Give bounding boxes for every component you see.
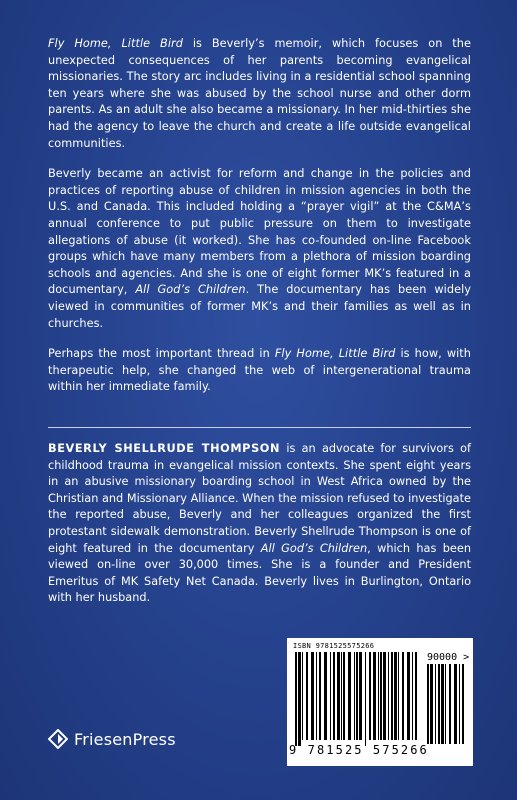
author-name: BEVERLY SHELLRUDE THOMPSON bbox=[48, 442, 281, 455]
barcode-bar bbox=[330, 652, 331, 740]
barcode-bar bbox=[354, 652, 355, 740]
isbn-barcode bbox=[287, 638, 473, 766]
barcode-bar bbox=[435, 664, 436, 744]
isbn-label: ISBN 9781525575266 bbox=[293, 642, 375, 650]
description-paragraph-3: Perhaps the most important thread in Fly Home, Little Bird is how, with therapeutic help, she changed the web of intergenerational trauma within her immediate family. bbox=[48, 347, 471, 394]
barcode-bar bbox=[319, 652, 321, 740]
section-divider bbox=[48, 427, 471, 428]
barcode-bar bbox=[459, 664, 460, 744]
barcode-bar bbox=[316, 652, 317, 740]
barcode-bar bbox=[324, 652, 327, 740]
barcode-bar bbox=[369, 652, 371, 740]
barcode-bar bbox=[449, 664, 451, 744]
barcode-bar bbox=[412, 652, 413, 740]
friesenpress-logo-icon bbox=[48, 729, 68, 749]
description-paragraph-2: Beverly became an activist for reform and change in the policies and practices of reporting abuse of children in mission agencies in both the U.S. and Canada. This included holding a “prayer vigil” at the C&MA’s annual conference to put public pressure on them to investigate allegations of abuse (it worked). She has co-founded on-line Facebook groups which have many members from a plethora of mission boarding schools and agencies. And she is one of eight former MK’s featured in a documentary, All God’s Children. The documentary has been widely viewed in communities of former MK’s and their families as well as in churches. bbox=[48, 167, 471, 330]
barcode-bar bbox=[365, 652, 366, 746]
barcode-bar bbox=[398, 652, 399, 740]
barcode-bar bbox=[348, 652, 351, 740]
barcode-bar bbox=[359, 652, 362, 740]
publisher-name: FriesenPress bbox=[74, 729, 176, 749]
barcode-bar bbox=[341, 652, 342, 740]
barcode-bar bbox=[394, 652, 397, 740]
price-code: 90000 > bbox=[427, 652, 470, 663]
barcode-bar bbox=[454, 664, 457, 744]
barcode-bar bbox=[427, 664, 429, 744]
barcode-bar bbox=[333, 652, 335, 740]
description-paragraph-1: Fly Home, Little Bird is Beverly’s memoir, which focuses on the unexpected consequences of her parents becoming evangelical missionaries. The story arc includes living in a residential school spanning ten years where she was abused by the school nurse and other dorm parents. As an adult she also became a missionary. In her mid-thirties she had the agency to leave the church and create a life outside evangelical communities. bbox=[48, 37, 471, 150]
barcode-bar bbox=[378, 652, 379, 740]
book-description bbox=[48, 36, 471, 396]
barcode-bar bbox=[380, 652, 382, 740]
author-bio: BEVERLY SHELLRUDE THOMPSON is an advocate for survivors of childhood trauma in evangelical mission contexts. She spent eight years in an abusive missionary boarding school in West Africa owned by the Christian and Missionary Alliance. When the mission refused to investigate the reported abuse, Beverly and her colleagues organized the first protestant sidewalk demonstration. Beverly Shellrude Thompson is one of eight featured in the documentary All God’s Children, which has been viewed on-line over 30,000 times. She is a founder and President Emeritus of MK Safety Net Canada. Beverly lives in Burlington, Ontario with her husband. bbox=[48, 442, 471, 605]
barcode-bar bbox=[302, 652, 303, 740]
publisher-logo bbox=[48, 727, 176, 751]
barcode-bar bbox=[295, 652, 297, 746]
barcode-bar bbox=[343, 652, 345, 740]
barcode-bar bbox=[337, 652, 340, 740]
barcode-bar bbox=[438, 664, 440, 744]
barcode-bar bbox=[445, 664, 446, 744]
barcode-bar bbox=[441, 664, 444, 744]
documentary-title: All God’s Children bbox=[260, 541, 368, 555]
barcode-bar bbox=[311, 652, 314, 740]
book-title: Fly Home, Little Bird bbox=[48, 37, 183, 50]
isbn-digits: 9 781525 575266 bbox=[289, 743, 429, 757]
barcode-bar bbox=[407, 652, 410, 740]
barcode-bar bbox=[388, 652, 389, 740]
barcode-bar bbox=[430, 664, 433, 744]
barcode-bar bbox=[356, 652, 358, 740]
barcode-bar bbox=[415, 652, 417, 740]
price-barcode-bars bbox=[427, 664, 467, 748]
barcode-bar bbox=[462, 664, 464, 744]
barcode-bar bbox=[298, 652, 301, 746]
documentary-title: All God’s Children bbox=[135, 283, 246, 297]
barcode-bar bbox=[391, 652, 393, 740]
book-title: Fly Home, Little Bird bbox=[274, 347, 396, 361]
barcode-bar bbox=[373, 652, 376, 740]
barcode-bar bbox=[306, 652, 308, 740]
ean-barcode-bars bbox=[295, 652, 421, 748]
barcode-bar bbox=[402, 652, 404, 740]
barcode-bar bbox=[383, 652, 386, 740]
